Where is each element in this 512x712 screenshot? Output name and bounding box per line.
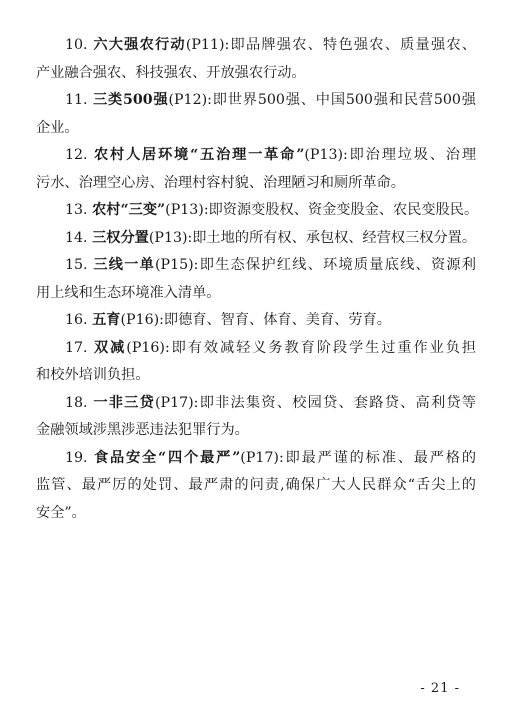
entry-17 [36, 335, 476, 390]
entry-text: (P17):即最严谨的标准、最严格的 [240, 449, 477, 466]
entry-16 [36, 307, 476, 335]
entry-14 [36, 225, 476, 253]
entry-text: (P15):即生态保护红线、环境质量底线、资源利 [155, 257, 476, 273]
entry-text: 安全”。 [36, 504, 86, 521]
entry-text: 企业。 [36, 119, 79, 136]
entry-13 [36, 197, 479, 225]
entry-term: 六大强农行动 [93, 37, 186, 53]
entry-number: 18. [65, 394, 88, 411]
page-number: - 21 - [420, 681, 460, 696]
entry-term: 三权分置 [92, 229, 149, 246]
entry-text: (P13):即土地的所有权、承包权、经营权三权分置。 [148, 229, 477, 246]
entry-term: 农村“三变” [92, 202, 166, 218]
entry-term: 农村人居环境“五治理一革命” [93, 147, 305, 163]
entry-text: 产业融合强农、科技强农、开放强农行动。 [36, 64, 306, 81]
entry-text: 用上线和生态环境准入清单。 [36, 284, 221, 301]
entry-term: 五育 [92, 312, 121, 328]
entry-12 [36, 142, 476, 197]
entry-number: 13. [65, 202, 88, 218]
entry-number: 10. [65, 37, 88, 53]
entry-18 [36, 390, 476, 445]
entry-term: 三线一单 [93, 257, 156, 273]
entry-10 [36, 32, 476, 87]
entry-text: (P13):即资源变股权、资金变股金、农民变股民。 [165, 202, 479, 218]
entry-text: (P16):即有效减轻义务教育阶段学生过重作业负担 [126, 339, 476, 356]
entry-text: (P17):即非法集资、校园贷、套路贷、高利贷等 [155, 394, 476, 411]
entry-text: (P12):即世界500强、中国500强和民营500强 [168, 92, 476, 108]
entry-number: 17. [65, 339, 88, 356]
entry-15 [36, 252, 476, 307]
entry-text: 金融领域涉黑涉恶违法犯罪行为。 [36, 422, 249, 438]
entry-text: (P13):即治理垃圾、治理 [304, 147, 477, 163]
entry-number: 19. [65, 449, 88, 466]
entry-number: 11. [65, 92, 88, 108]
entry-19 [36, 445, 476, 528]
entry-text: 污水、治理空心房、治理村容村貌、治理陋习和厕所革命。 [36, 174, 405, 191]
entry-term: 食品安全“四个最严” [93, 449, 241, 466]
entry-number: 14. [65, 229, 88, 246]
entry-text: 和校外培训负担。 [36, 367, 150, 383]
entry-text: (P16):即德育、智育、体育、美育、劳育。 [120, 312, 391, 328]
entry-number: 12. [65, 147, 88, 163]
entry-list [36, 32, 479, 527]
entry-text: (P11):即品牌强农、特色强农、质量强农、 [185, 37, 476, 53]
entry-number: 16. [65, 312, 88, 328]
entry-number: 15. [65, 257, 88, 273]
entry-text: 监管、最严厉的处罚、最严肃的问责,确保广大人民群众“舌尖上的 [36, 477, 476, 493]
entry-term: 一非三贷 [93, 394, 156, 411]
entry-term: 三类500强 [92, 92, 169, 108]
entry-term: 双减 [94, 339, 127, 356]
entry-11 [36, 87, 476, 142]
